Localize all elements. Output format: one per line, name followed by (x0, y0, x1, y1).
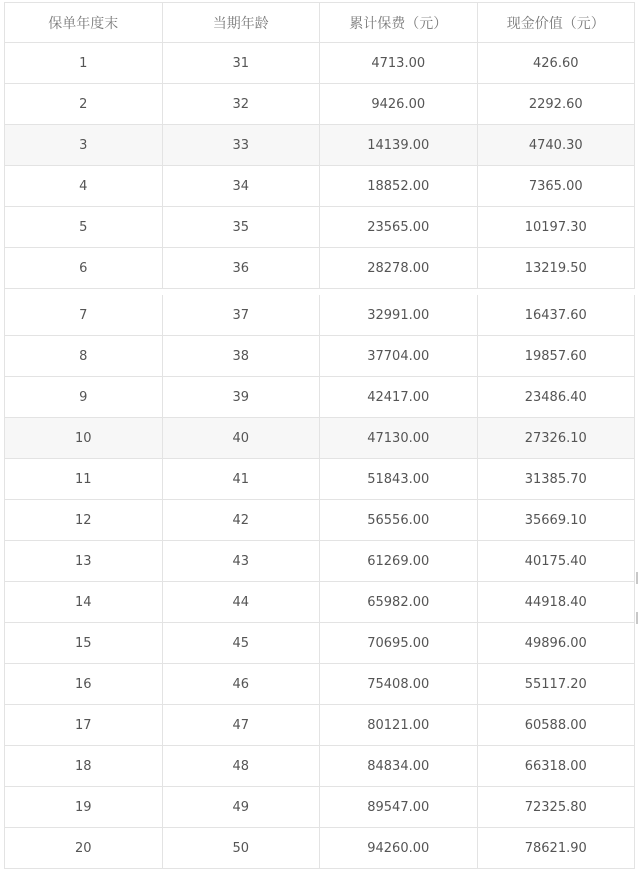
cell-cash-value: 7365.00 (478, 166, 636, 206)
table-row (5, 705, 635, 746)
cell-policy-year-end: 3 (5, 125, 163, 165)
cell-cumulative-premium: 89547.00 (320, 787, 478, 827)
cell-cumulative-premium: 32991.00 (320, 295, 478, 335)
cell-current-age: 31 (163, 43, 321, 83)
table-row (5, 336, 635, 377)
cell-policy-year-end: 16 (5, 664, 163, 704)
table-row (5, 248, 635, 289)
table-row (5, 377, 635, 418)
cell-policy-year-end: 14 (5, 582, 163, 622)
cell-cash-value: 35669.10 (478, 500, 636, 540)
table-body (5, 43, 635, 869)
cell-cash-value: 27326.10 (478, 418, 636, 458)
cell-current-age: 43 (163, 541, 321, 581)
table-row (5, 418, 635, 459)
cell-cumulative-premium: 28278.00 (320, 248, 478, 288)
table-row (5, 43, 635, 84)
cell-cash-value: 78621.90 (478, 828, 636, 868)
table-row (5, 541, 635, 582)
cell-cash-value: 16437.60 (478, 295, 636, 335)
cell-cash-value: 19857.60 (478, 336, 636, 376)
cell-cumulative-premium: 70695.00 (320, 623, 478, 663)
cell-current-age: 39 (163, 377, 321, 417)
cell-cash-value: 23486.40 (478, 377, 636, 417)
cell-policy-year-end: 10 (5, 418, 163, 458)
cell-cumulative-premium: 23565.00 (320, 207, 478, 247)
header-cash-value: 现金价值（元） (478, 3, 636, 42)
cell-policy-year-end: 8 (5, 336, 163, 376)
cell-cumulative-premium: 4713.00 (320, 43, 478, 83)
cell-cumulative-premium: 75408.00 (320, 664, 478, 704)
cell-policy-year-end: 2 (5, 84, 163, 124)
cell-policy-year-end: 13 (5, 541, 163, 581)
cell-policy-year-end: 19 (5, 787, 163, 827)
cell-policy-year-end: 5 (5, 207, 163, 247)
cell-cash-value: 49896.00 (478, 623, 636, 663)
cell-policy-year-end: 15 (5, 623, 163, 663)
table-row (5, 664, 635, 705)
table-header-row (5, 3, 635, 43)
cell-policy-year-end: 9 (5, 377, 163, 417)
table-row (5, 623, 635, 664)
cell-current-age: 49 (163, 787, 321, 827)
cell-cash-value: 31385.70 (478, 459, 636, 499)
cell-cash-value: 44918.40 (478, 582, 636, 622)
cell-policy-year-end: 12 (5, 500, 163, 540)
table-row (5, 787, 635, 828)
cell-current-age: 33 (163, 125, 321, 165)
cell-policy-year-end: 7 (5, 295, 163, 335)
cell-cumulative-premium: 94260.00 (320, 828, 478, 868)
cell-current-age: 36 (163, 248, 321, 288)
cell-cumulative-premium: 47130.00 (320, 418, 478, 458)
table-row (5, 166, 635, 207)
cell-current-age: 50 (163, 828, 321, 868)
cell-cumulative-premium: 14139.00 (320, 125, 478, 165)
table-row (5, 207, 635, 248)
cell-cumulative-premium: 56556.00 (320, 500, 478, 540)
cell-cash-value: 2292.60 (478, 84, 636, 124)
table-row (5, 459, 635, 500)
cell-cumulative-premium: 9426.00 (320, 84, 478, 124)
cell-cumulative-premium: 37704.00 (320, 336, 478, 376)
cell-current-age: 47 (163, 705, 321, 745)
cell-policy-year-end: 6 (5, 248, 163, 288)
cell-policy-year-end: 20 (5, 828, 163, 868)
cell-cash-value: 55117.20 (478, 664, 636, 704)
cell-cash-value: 13219.50 (478, 248, 636, 288)
scroll-marker (636, 612, 638, 624)
cell-policy-year-end: 17 (5, 705, 163, 745)
header-current-age: 当期年龄 (163, 3, 321, 42)
cell-cumulative-premium: 80121.00 (320, 705, 478, 745)
scroll-marker (636, 572, 638, 584)
cell-current-age: 42 (163, 500, 321, 540)
cell-current-age: 46 (163, 664, 321, 704)
cell-current-age: 35 (163, 207, 321, 247)
cell-cash-value: 66318.00 (478, 746, 636, 786)
cell-current-age: 45 (163, 623, 321, 663)
table-row (5, 500, 635, 541)
cell-cash-value: 426.60 (478, 43, 636, 83)
cell-policy-year-end: 11 (5, 459, 163, 499)
table-row (5, 746, 635, 787)
cell-cash-value: 40175.40 (478, 541, 636, 581)
cell-cumulative-premium: 51843.00 (320, 459, 478, 499)
cell-current-age: 38 (163, 336, 321, 376)
cell-cash-value: 10197.30 (478, 207, 636, 247)
table-row (5, 125, 635, 166)
cell-cash-value: 72325.80 (478, 787, 636, 827)
cell-current-age: 32 (163, 84, 321, 124)
cell-cumulative-premium: 84834.00 (320, 746, 478, 786)
header-cumulative-premium: 累计保费（元） (320, 3, 478, 42)
cell-current-age: 40 (163, 418, 321, 458)
table-row (5, 295, 635, 336)
cell-current-age: 34 (163, 166, 321, 206)
cell-cumulative-premium: 18852.00 (320, 166, 478, 206)
cell-current-age: 41 (163, 459, 321, 499)
cell-policy-year-end: 18 (5, 746, 163, 786)
cell-cumulative-premium: 42417.00 (320, 377, 478, 417)
cell-current-age: 37 (163, 295, 321, 335)
table-row (5, 84, 635, 125)
header-policy-year-end: 保单年度末 (5, 3, 163, 42)
table-row (5, 582, 635, 623)
cell-policy-year-end: 1 (5, 43, 163, 83)
cell-cumulative-premium: 65982.00 (320, 582, 478, 622)
cash-value-table (4, 2, 635, 869)
cell-policy-year-end: 4 (5, 166, 163, 206)
cell-cash-value: 4740.30 (478, 125, 636, 165)
cell-cash-value: 60588.00 (478, 705, 636, 745)
cell-cumulative-premium: 61269.00 (320, 541, 478, 581)
cell-current-age: 44 (163, 582, 321, 622)
cell-current-age: 48 (163, 746, 321, 786)
